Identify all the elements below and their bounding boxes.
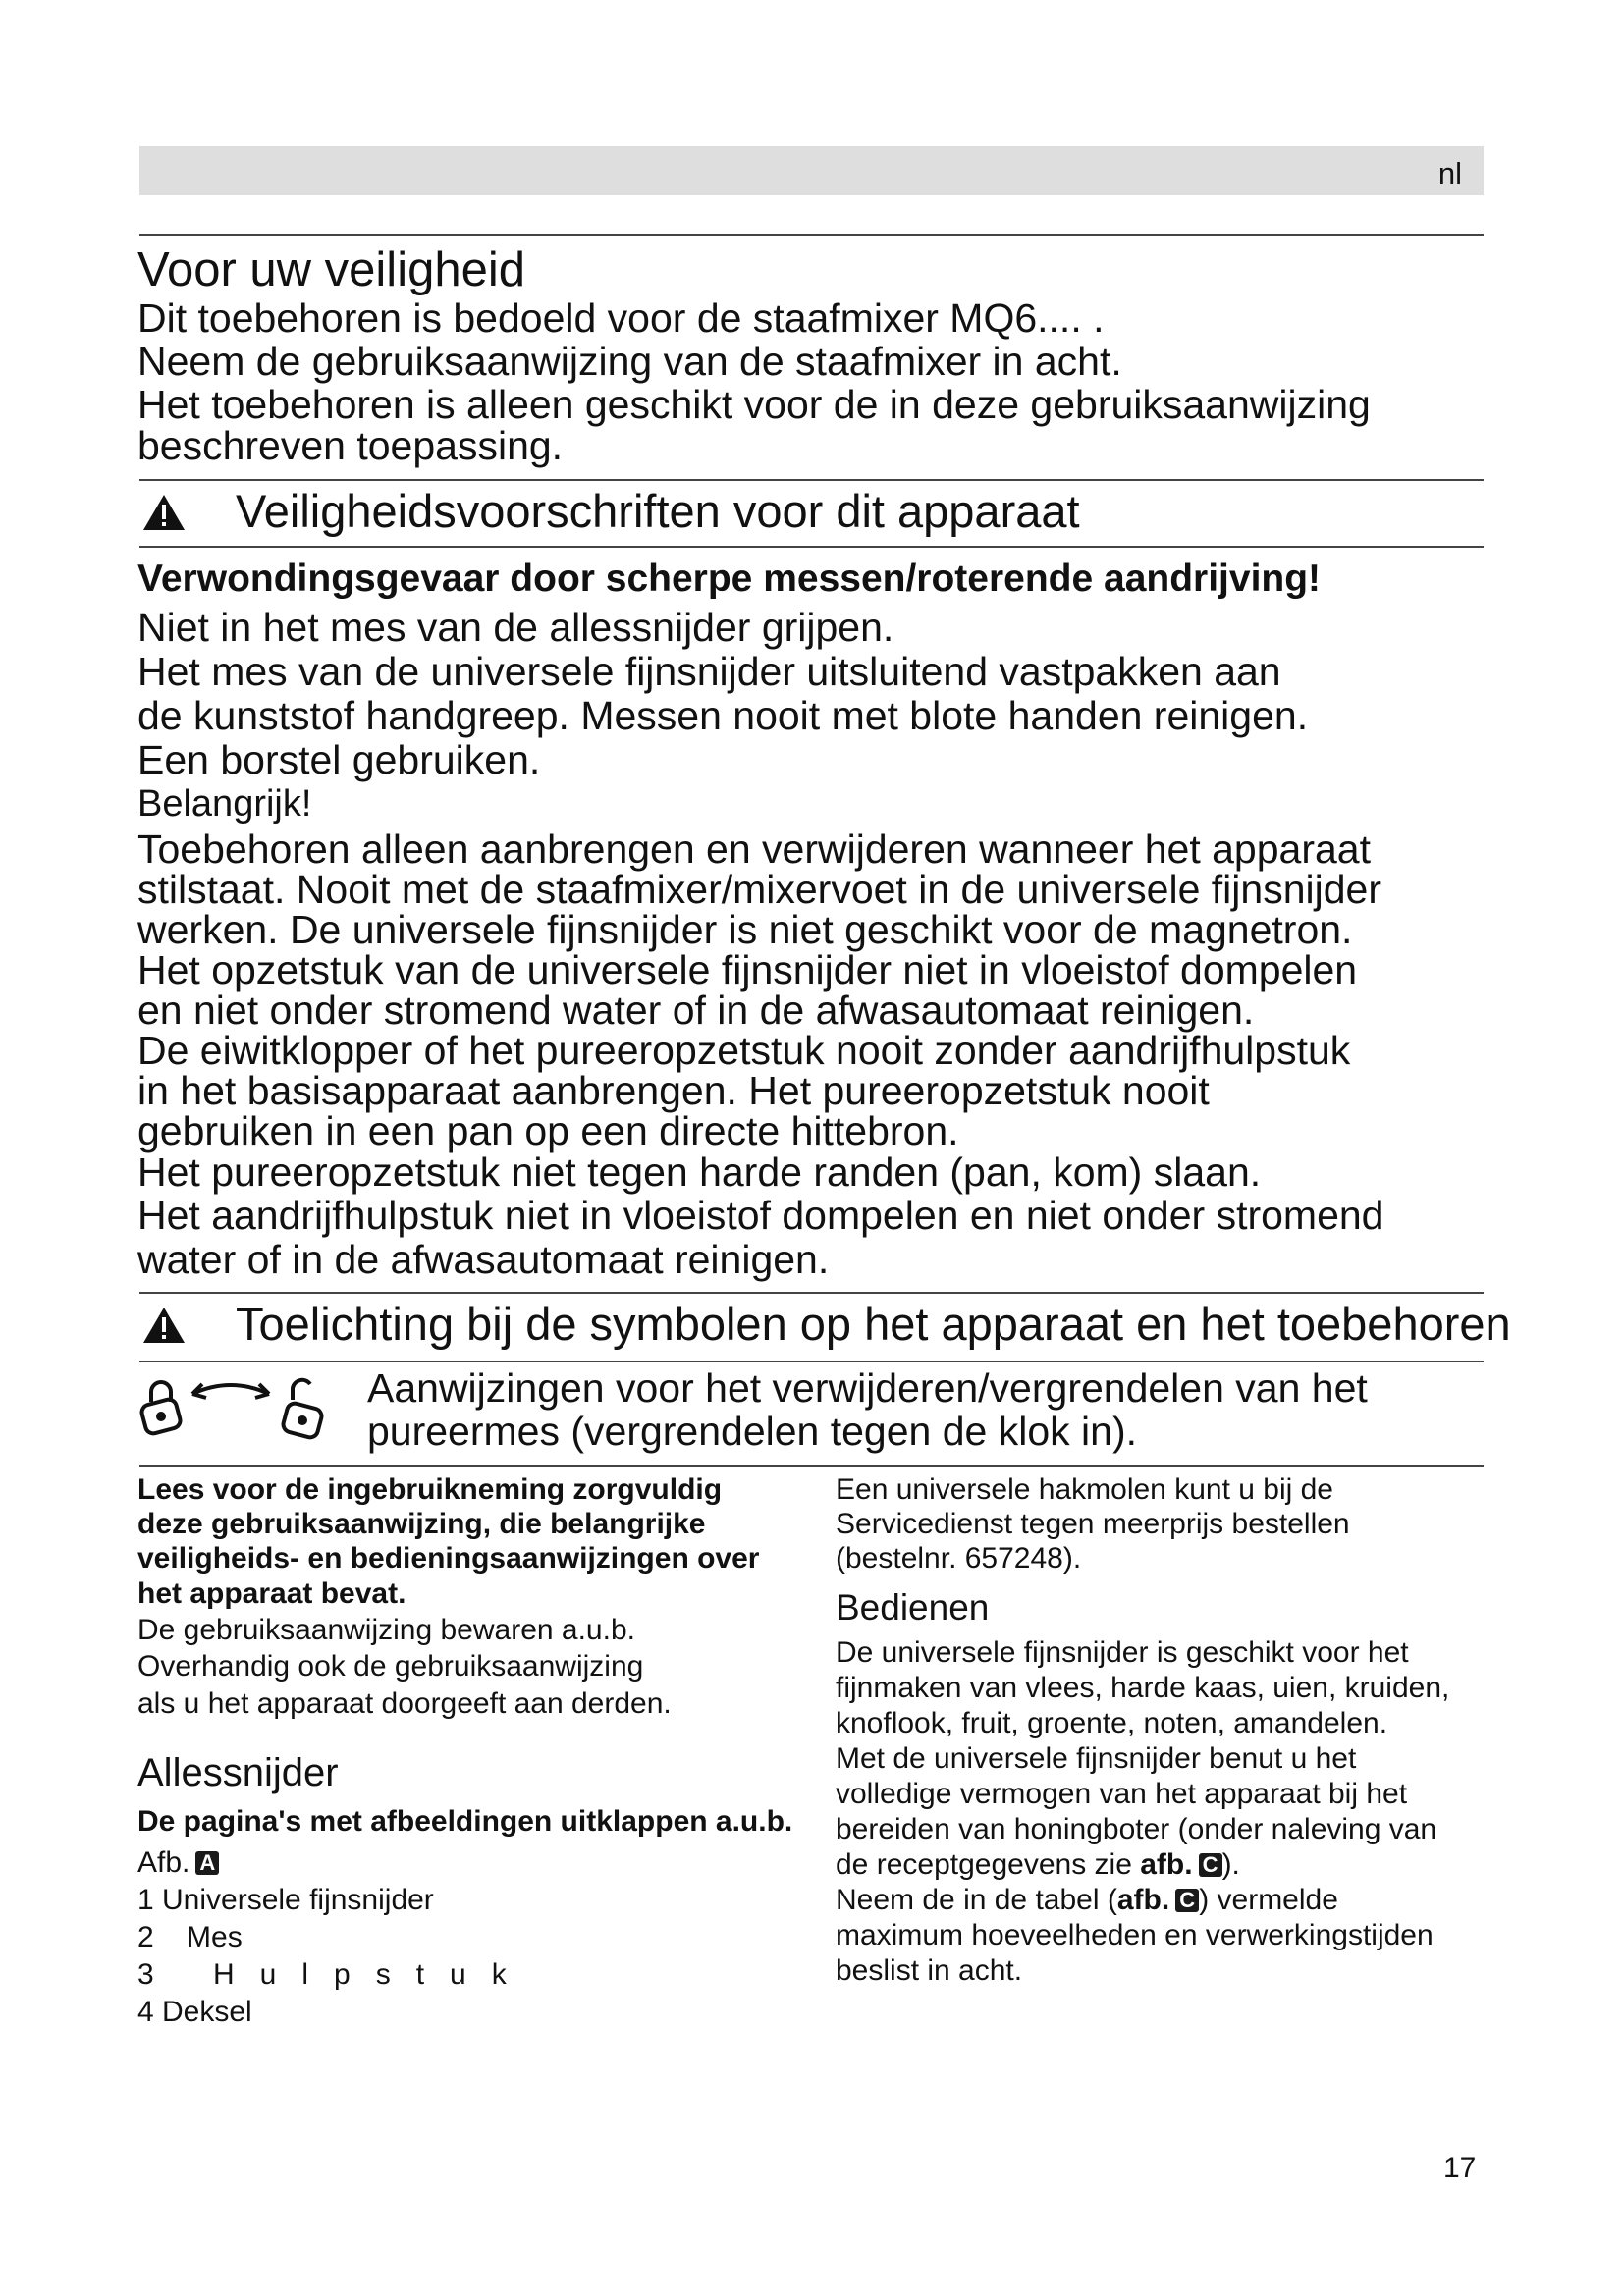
rules-line: en niet onder stromend water of in de afwasautomaat reinigen. — [137, 988, 1255, 1033]
rules-line: in het basisapparaat aanbrengen. Het pureeropzetstuk nooit — [137, 1068, 1210, 1113]
bedienen-line: De universele fijnsnijder is geschikt voor het — [836, 1636, 1409, 1669]
divider — [139, 479, 1484, 481]
divider — [139, 1465, 1484, 1467]
intro-line: Overhandig ook de gebruiksaanwijzing — [137, 1650, 644, 1682]
safety-title: Voor uw veiligheid — [137, 243, 525, 296]
warning-triangle-icon — [141, 493, 187, 532]
intro-bold-line: Lees voor de ingebruikneming zorgvuldig — [137, 1473, 723, 1506]
warning-triangle-icon — [141, 1306, 187, 1345]
table-afb-label: afb. — [1116, 1884, 1170, 1916]
rules-line: Toebehoren alleen aanbrengen en verwijderen wanneer het apparaat — [137, 827, 1371, 872]
rules-line: stilstaat. Nooit met de staafmixer/mixervoet in de universele fijnsnijder — [137, 867, 1381, 912]
language-code: nl — [1437, 156, 1462, 190]
figure-badge: A — [195, 1851, 219, 1875]
fold-note: De pagina's met afbeeldingen uitklappen a.u.b. — [137, 1805, 793, 1838]
part-item: 2 Mes — [137, 1921, 243, 1953]
rules-line: De eiwitklopper of het pureeropzetstuk nooit zonder aandrijfhulpstuk — [137, 1028, 1351, 1073]
intro-bold-line: deze gebruiksaanwijzing, die belangrijke — [137, 1508, 706, 1540]
symbols-title: Toelichting bij de symbolen op het apparaat en het toebehoren — [236, 1298, 1511, 1350]
intro-bold-line: veiligheids- en bedieningsaanwijzingen over — [137, 1542, 760, 1575]
safety-line: Neem de gebruiksaanwijzing van de staafmixer in acht. — [137, 339, 1122, 384]
divider — [139, 1361, 1484, 1362]
part-item: 1 Universele fijnsnijder — [137, 1884, 434, 1916]
divider — [139, 1292, 1484, 1294]
bedienen-line: volledige vermogen van het apparaat bij het — [836, 1778, 1408, 1810]
hakmolen-line: Een universele hakmolen kunt u bij de — [836, 1473, 1333, 1506]
rules-line: werken. De universele fijnsnijder is niet geschikt voor de magnetron. — [137, 907, 1353, 952]
table-ref-line — [836, 1883, 1338, 1918]
hakmolen-line: Servicedienst tegen meerprijs bestellen — [836, 1508, 1350, 1540]
table-text-end: ) vermelde — [1199, 1884, 1338, 1916]
figure-badge: C — [1199, 1853, 1222, 1877]
bedienen-title: Bedienen — [836, 1587, 990, 1628]
rules-line: Een borstel gebruiken. — [137, 737, 541, 782]
bedienen-line: maximum hoeveelheden en verwerkingstijden — [836, 1919, 1434, 1951]
rules-line: Het aandrijfhulpstuk niet in vloeistof dompelen en niet onder stromend — [137, 1193, 1384, 1238]
recipe-afb-label: afb. — [1140, 1848, 1193, 1881]
bedienen-line: Met de universele fijnsnijder benut u het — [836, 1742, 1357, 1775]
figure-ref — [137, 1845, 219, 1881]
rules-line: Het opzetstuk van de universele fijnsnijder niet in vloeistof dompelen — [137, 947, 1358, 992]
intro-bold-line: het apparaat bevat. — [137, 1577, 406, 1610]
page-number: 17 — [1443, 2152, 1477, 2184]
divider — [139, 546, 1484, 548]
symbols-line: pureermes (vergrendelen tegen de klok in). — [367, 1409, 1137, 1454]
rules-line: Het pureeropzetstuk niet tegen harde randen (pan, kom) slaan. — [137, 1149, 1262, 1195]
hakmolen-line: (bestelnr. 657248). — [836, 1542, 1082, 1575]
bedienen-line: knoflook, fruit, groente, noten, amandelen. — [836, 1707, 1388, 1739]
rules-title: Veiligheidsvoorschriften voor dit apparaat — [236, 485, 1080, 537]
bedienen-line: bereiden van honingboter (onder naleving van — [836, 1813, 1437, 1845]
rules-line: Het mes van de universele fijnsnijder uitsluitend vastpakken aan — [137, 649, 1281, 694]
rules-line: de kunststof handgreep. Messen nooit met blote handen reinigen. — [137, 693, 1309, 738]
part-item: 4 Deksel — [137, 1996, 252, 2028]
rules-line: water of in de afwasautomaat reinigen. — [137, 1237, 830, 1282]
safety-line: beschreven toepassing. — [137, 423, 564, 468]
table-text: Neem de in de tabel ( — [836, 1884, 1117, 1916]
intro-line: als u het apparaat doorgeeft aan derden. — [137, 1687, 672, 1720]
rules-line: Niet in het mes van de allessnijder grijpen. — [137, 605, 894, 650]
recipe-text: de receptgegevens zie — [836, 1848, 1132, 1881]
safety-line: Dit toebehoren is bedoeld voor de staafmixer MQ6.... . — [137, 295, 1105, 341]
figure-label: Afb. — [137, 1846, 190, 1879]
intro-line: De gebruiksaanwijzing bewaren a.u.b. — [137, 1614, 635, 1646]
symbols-line: Aanwijzingen voor het verwijderen/vergrendelen van het — [367, 1365, 1368, 1411]
injury-warning: Verwondingsgevaar door scherpe messen/roterende aandrijving! — [137, 558, 1322, 600]
rules-line: gebruiken in een pan op een directe hittebron. — [137, 1108, 959, 1153]
divider — [139, 234, 1484, 236]
lock-unlock-icon — [137, 1368, 324, 1447]
header-bar — [139, 146, 1484, 195]
allessnijder-title: Allessnijder — [137, 1751, 339, 1794]
figure-badge: C — [1175, 1889, 1199, 1912]
bedienen-line: fijnmaken van vlees, harde kaas, uien, kruiden, — [836, 1672, 1450, 1704]
part-item: 3 Hulpstuk — [137, 1958, 532, 1991]
recipe-text-end: ). — [1221, 1848, 1240, 1881]
important-label: Belangrijk! — [137, 783, 312, 825]
bedienen-line: beslist in acht. — [836, 1954, 1023, 1987]
safety-line: Het toebehoren is alleen geschikt voor de in deze gebruiksaanwijzing — [137, 382, 1371, 427]
recipe-ref-line — [836, 1847, 1240, 1883]
